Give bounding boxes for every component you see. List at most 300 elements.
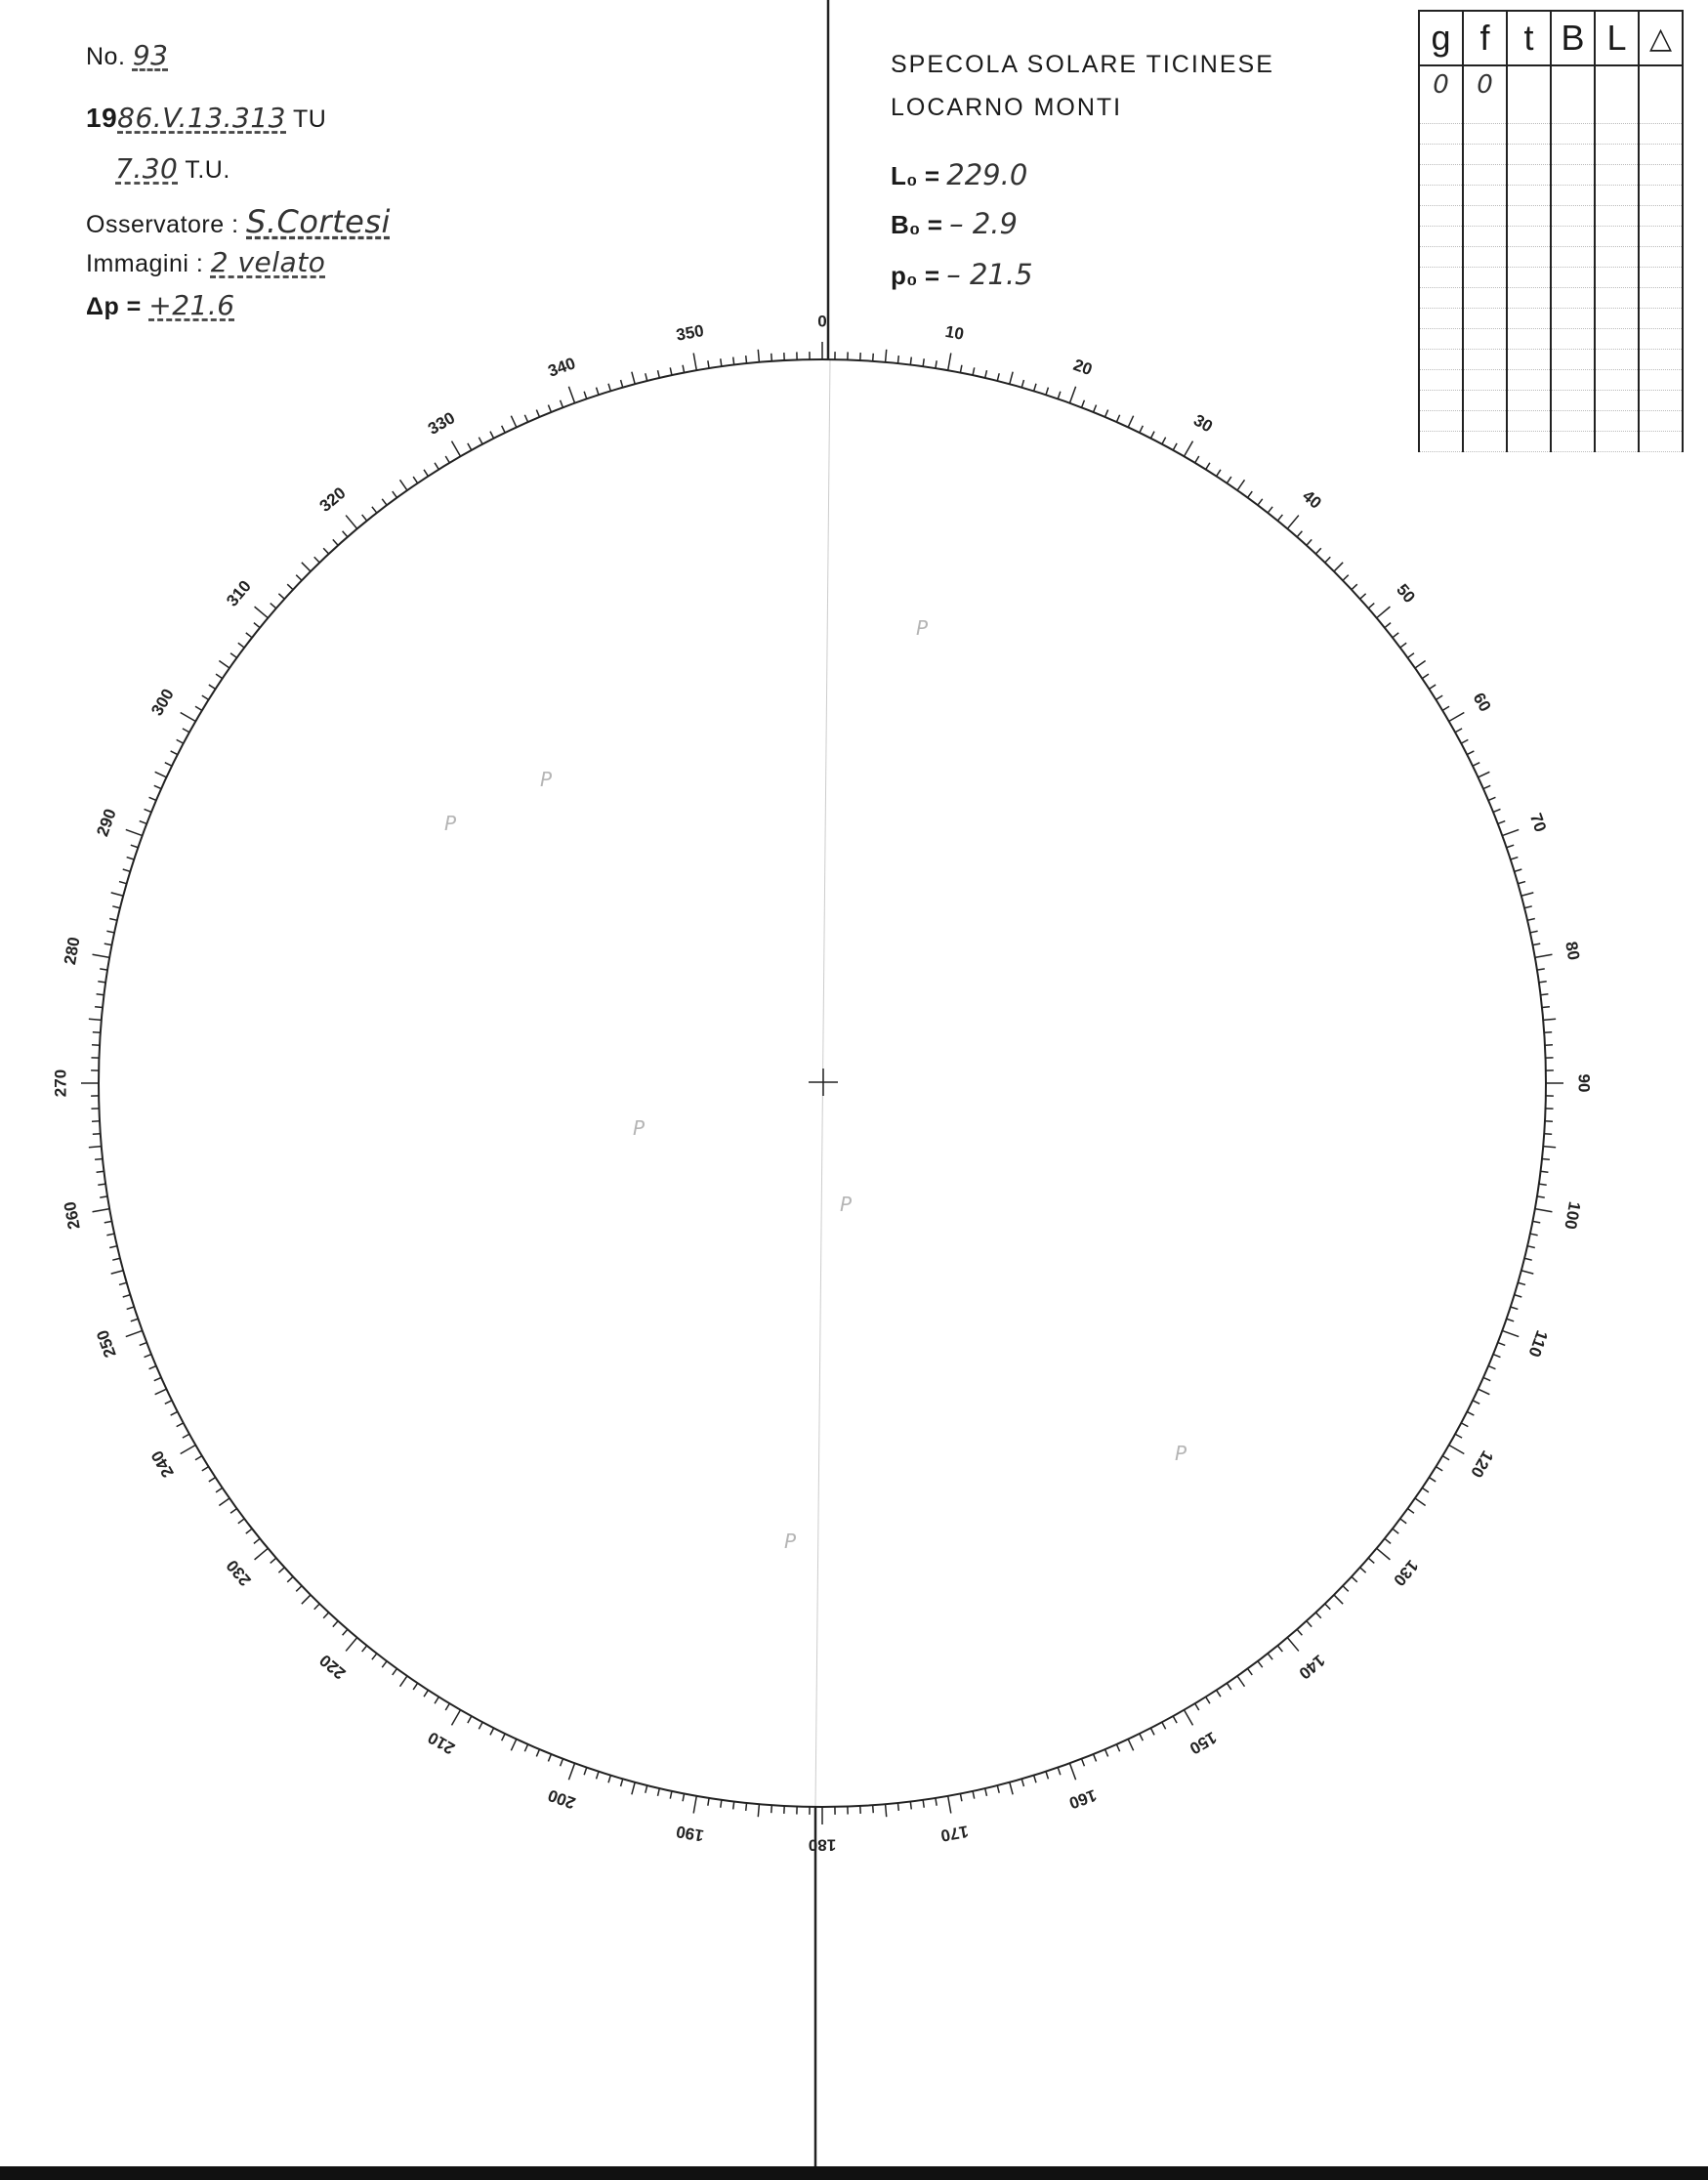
degree-label: 90: [1574, 1073, 1594, 1093]
degree-tick: [468, 1716, 472, 1723]
degree-tick: [1343, 1586, 1349, 1592]
degree-tick: [140, 821, 146, 824]
degree-tick: [382, 499, 387, 505]
degree-tick: [89, 1147, 102, 1148]
degree-tick: [658, 370, 660, 378]
table-header-f: f: [1463, 11, 1507, 65]
degree-tick: [181, 713, 196, 722]
degree-tick: [1058, 1768, 1061, 1776]
degree-tick: [1297, 531, 1302, 537]
degree-tick: [93, 1032, 101, 1033]
degree-tick: [1105, 410, 1108, 417]
degree-tick: [1195, 456, 1199, 463]
degree-tick: [1307, 1621, 1312, 1627]
degree-tick: [621, 1779, 623, 1786]
degree-tick: [106, 931, 114, 933]
degree-tick: [1325, 557, 1331, 563]
degree-tick: [104, 943, 112, 945]
degree-tick: [219, 661, 229, 668]
degree-label: 20: [1070, 355, 1095, 380]
degree-tick: [111, 1271, 124, 1274]
degree-tick: [1507, 1319, 1515, 1321]
degree-tick: [343, 531, 348, 537]
degree-label: 0: [817, 312, 827, 331]
degree-tick: [608, 1776, 610, 1783]
degree-tick: [1385, 623, 1391, 628]
degree-tick: [490, 1728, 494, 1735]
degree-tick: [597, 388, 599, 396]
degree-tick: [362, 1646, 367, 1652]
degree-tick: [400, 480, 407, 490]
degree-tick: [165, 1401, 172, 1404]
degree-tick: [171, 1411, 178, 1415]
degree-tick: [1277, 515, 1282, 521]
degree-tick: [511, 1740, 516, 1751]
degree-label: 200: [545, 1785, 578, 1813]
degree-tick: [1518, 882, 1525, 884]
degree-tick: [536, 410, 539, 417]
degree-tick: [333, 1621, 338, 1627]
degree-tick: [400, 1676, 407, 1687]
degree-tick: [1173, 1716, 1177, 1723]
degree-label: 180: [808, 1835, 837, 1855]
degree-tick: [1530, 931, 1538, 933]
degree-tick: [93, 954, 110, 957]
degree-label: 330: [424, 408, 459, 439]
degree-tick: [658, 1788, 660, 1796]
degree-tick: [112, 1258, 120, 1260]
degree-tick: [1173, 443, 1177, 450]
degree-label: 190: [674, 1822, 706, 1845]
degree-tick: [1082, 1759, 1085, 1766]
degree-label: 250: [93, 1327, 120, 1361]
degree-tick: [608, 384, 610, 392]
degree-tick: [1436, 1467, 1442, 1471]
degree-tick: [1543, 1147, 1556, 1148]
degree-tick: [490, 432, 494, 439]
degree-tick: [973, 367, 975, 375]
degree-tick: [278, 594, 284, 599]
degree-tick: [1206, 1697, 1210, 1703]
table-header-B: B: [1551, 11, 1595, 65]
degree-tick: [424, 1690, 428, 1697]
degree-tick: [100, 1196, 107, 1197]
degree-tick: [693, 354, 696, 371]
degree-tick: [1128, 1740, 1133, 1751]
degree-tick: [502, 1734, 506, 1740]
degree-tick: [758, 350, 759, 362]
degree-tick: [131, 845, 139, 848]
degree-tick: [1248, 491, 1253, 497]
degree-tick: [632, 1782, 635, 1795]
degree-tick: [1507, 845, 1515, 848]
degree-tick: [127, 1307, 135, 1309]
degree-tick: [479, 1722, 482, 1729]
degree-tick: [1046, 1772, 1048, 1780]
degree-tick: [1483, 1377, 1490, 1380]
param-B0-value: – 2.9: [949, 207, 1018, 240]
degree-tick: [1105, 1749, 1108, 1756]
degree-tick: [511, 416, 516, 428]
degree-tick: [1352, 584, 1357, 589]
p-mark: P: [540, 768, 553, 791]
degree-tick: [1116, 1744, 1119, 1751]
degree-tick: [1544, 1134, 1552, 1135]
degree-tick: [1544, 1032, 1552, 1033]
degree-label: 230: [223, 1556, 255, 1590]
degree-tick: [536, 1749, 539, 1756]
degree-tick: [721, 1800, 722, 1808]
degree-tick: [183, 729, 189, 733]
degree-label: 340: [545, 354, 578, 381]
degree-tick: [693, 1796, 696, 1814]
p-mark: P: [840, 1193, 853, 1216]
degree-tick: [1206, 463, 1210, 470]
degree-tick: [1502, 1330, 1519, 1336]
degree-tick: [1307, 539, 1312, 545]
degree-tick: [1277, 1646, 1282, 1652]
degree-label: 270: [51, 1069, 70, 1098]
degree-tick: [109, 1246, 117, 1248]
table-header-g: g: [1419, 11, 1463, 65]
degree-tick: [948, 1796, 951, 1814]
institution-location: LOCARNO MONTI: [891, 94, 1123, 121]
degree-tick: [1258, 1661, 1263, 1667]
degree-tick: [254, 623, 260, 628]
degree-tick: [997, 373, 999, 381]
degree-tick: [93, 1134, 101, 1135]
degree-tick: [445, 456, 449, 463]
degree-label: 70: [1525, 811, 1551, 835]
degree-tick: [1297, 1629, 1302, 1635]
degree-tick: [127, 858, 135, 859]
degree-tick: [1515, 1295, 1522, 1297]
degree-tick: [1532, 1221, 1540, 1223]
degree-tick: [109, 919, 117, 921]
degree-label: 60: [1469, 690, 1495, 715]
degree-tick: [119, 882, 127, 884]
degree-tick: [95, 1158, 103, 1159]
degree-tick: [597, 1772, 599, 1780]
degree-tick: [1334, 1595, 1343, 1604]
degree-tick: [1034, 1776, 1036, 1783]
degree-tick: [202, 1467, 209, 1471]
degree-tick: [758, 1804, 759, 1817]
degree-tick: [960, 1793, 962, 1801]
degree-tick: [171, 751, 178, 755]
degree-tick: [873, 354, 874, 361]
degree-tick: [897, 1803, 898, 1811]
degree-label: 130: [1390, 1556, 1422, 1590]
observer-label: Osservatore :: [86, 211, 239, 238]
degree-tick: [1237, 1676, 1244, 1687]
date-value: 86.V.13.313: [117, 102, 286, 134]
table-header-L: L: [1595, 11, 1639, 65]
table-cell-g: 0: [1419, 65, 1463, 104]
param-B0-label: B₀ =: [891, 210, 942, 239]
degree-tick: [1543, 1019, 1556, 1020]
degree-tick: [1479, 1389, 1490, 1394]
degree-tick: [1436, 695, 1442, 699]
images-value: 2 velato: [210, 246, 326, 278]
degree-tick: [948, 354, 951, 371]
degree-tick: [771, 1805, 772, 1813]
degree-tick: [1540, 994, 1548, 995]
degree-tick: [271, 604, 276, 608]
degree-tick: [1315, 548, 1320, 554]
degree-tick: [708, 1798, 709, 1806]
observer-value: S.Cortesi: [246, 203, 391, 240]
degree-tick: [1400, 643, 1406, 648]
table-header-t: t: [1507, 11, 1551, 65]
sheet-number-label: No.: [86, 43, 126, 70]
degree-tick: [254, 1538, 260, 1543]
degree-label: 210: [424, 1728, 459, 1758]
degree-label: 350: [674, 321, 706, 345]
degree-tick: [1268, 507, 1272, 513]
degree-tick: [246, 633, 252, 638]
degree-tick: [886, 350, 887, 362]
degree-tick: [923, 358, 924, 366]
degree-tick: [1415, 661, 1426, 668]
degree-label: 310: [223, 576, 255, 610]
degree-tick: [584, 1768, 587, 1776]
degree-tick: [985, 1788, 987, 1796]
degree-tick: [1461, 739, 1468, 743]
degree-tick: [1521, 1271, 1534, 1274]
degree-tick: [202, 695, 209, 699]
param-L0-value: 229.0: [946, 158, 1028, 191]
degree-tick: [936, 1798, 937, 1806]
degree-label: 40: [1299, 486, 1325, 513]
degree-tick: [302, 563, 311, 571]
degree-tick: [1010, 372, 1013, 385]
degree-tick: [372, 1654, 377, 1659]
degree-tick: [131, 1319, 139, 1321]
degree-tick: [149, 797, 156, 800]
degree-tick: [670, 1791, 672, 1799]
degree-tick: [721, 358, 722, 366]
degree-tick: [89, 1019, 102, 1020]
degree-tick: [296, 575, 302, 581]
degree-tick: [219, 1498, 229, 1505]
degree-tick: [195, 706, 202, 710]
degree-tick: [632, 372, 635, 385]
degree-tick: [733, 1801, 734, 1809]
degree-tick: [271, 1558, 276, 1563]
degree-tick: [1315, 1613, 1320, 1618]
degree-tick: [181, 1446, 196, 1454]
degree-tick: [230, 1509, 236, 1514]
degree-tick: [1415, 1498, 1426, 1505]
p-mark: P: [444, 812, 457, 835]
degree-tick: [393, 1668, 397, 1674]
degree-tick: [343, 1629, 348, 1635]
degree-tick: [1542, 1007, 1550, 1008]
degree-tick: [209, 1478, 216, 1482]
degree-tick: [1540, 1171, 1548, 1172]
degree-tick: [1069, 387, 1075, 403]
degree-label: 50: [1393, 580, 1419, 607]
degree-tick: [1094, 1754, 1097, 1761]
degree-tick: [209, 685, 216, 689]
degree-tick: [195, 1456, 202, 1460]
degree-tick: [1258, 499, 1263, 505]
degree-tick: [112, 906, 120, 908]
degree-label: 220: [315, 1651, 350, 1683]
degree-label: 150: [1186, 1728, 1221, 1758]
degree-tick: [1449, 1446, 1465, 1454]
degree-tick: [372, 507, 377, 513]
degree-label: 280: [61, 935, 84, 967]
degree-tick: [548, 1754, 551, 1761]
degree-tick: [683, 1793, 685, 1801]
degree-tick: [296, 1586, 302, 1592]
degree-tick: [145, 1355, 151, 1358]
degree-tick: [1422, 674, 1429, 678]
degree-tick: [413, 477, 417, 483]
degree-tick: [1407, 653, 1413, 658]
degree-tick: [1150, 432, 1154, 439]
degree-tick: [910, 357, 911, 365]
degree-tick: [1034, 384, 1036, 392]
degree-tick: [1524, 906, 1532, 908]
degree-tick: [393, 491, 397, 497]
degree-tick: [670, 367, 672, 375]
degree-tick: [960, 365, 962, 373]
degree-tick: [424, 470, 428, 477]
degree-label: 110: [1524, 1327, 1552, 1360]
degree-label: 240: [147, 1446, 178, 1482]
degree-tick: [1400, 1519, 1406, 1524]
degree-tick: [1360, 594, 1366, 599]
degree-label: 290: [93, 806, 120, 839]
degree-tick: [104, 1221, 112, 1223]
degree-label: 300: [147, 685, 178, 720]
degree-tick: [452, 1710, 461, 1726]
degree-tick: [1343, 575, 1349, 581]
degree-tick: [155, 772, 167, 776]
param-p0-label: p₀ =: [891, 261, 940, 290]
degree-tick: [1150, 1728, 1154, 1735]
degree-tick: [1473, 763, 1479, 767]
degree-tick: [997, 1785, 999, 1793]
degree-tick: [1217, 470, 1221, 477]
degree-tick: [97, 1171, 104, 1172]
date-suffix: TU: [293, 105, 327, 133]
degree-tick: [123, 869, 131, 871]
degree-tick: [1535, 1209, 1553, 1212]
degree-tick: [1498, 821, 1505, 824]
degree-tick: [1527, 919, 1535, 921]
degree-tick: [886, 1804, 887, 1817]
degree-tick: [524, 415, 527, 422]
degree-tick: [255, 1548, 269, 1560]
degree-tick: [145, 809, 151, 812]
degree-tick: [746, 1803, 747, 1811]
degree-tick: [621, 380, 623, 388]
degree-tick: [154, 785, 161, 788]
date-year-prefix: 19: [86, 103, 118, 133]
degree-tick: [435, 1697, 438, 1703]
degree-tick: [346, 1638, 357, 1652]
degree-tick: [165, 763, 172, 767]
degree-tick: [1407, 1509, 1413, 1514]
degree-tick: [1429, 685, 1436, 689]
degree-tick: [1352, 1576, 1357, 1581]
degree-tick: [1377, 1548, 1391, 1560]
degree-tick: [177, 739, 184, 743]
table-header-delta: △: [1639, 11, 1683, 65]
degree-tick: [287, 1576, 293, 1581]
degree-tick: [1237, 480, 1244, 490]
degree-tick: [119, 1282, 127, 1284]
degree-tick: [216, 1488, 223, 1491]
degree-tick: [936, 360, 937, 368]
degree-tick: [1140, 426, 1144, 433]
degree-tick: [1515, 869, 1522, 871]
degree-tick: [985, 370, 987, 378]
degree-tick: [561, 1759, 563, 1766]
degree-tick: [897, 356, 898, 363]
degree-tick: [1325, 1604, 1331, 1610]
delta-p-value: +21.6: [148, 289, 235, 321]
institution-name: SPECOLA SOLARE TICINESE: [891, 51, 1274, 78]
degree-tick: [1535, 954, 1553, 957]
degree-tick: [1442, 706, 1449, 710]
degree-tick: [1227, 477, 1230, 483]
degree-tick: [123, 1295, 131, 1297]
degree-tick: [1393, 633, 1398, 638]
degree-tick: [413, 1683, 417, 1690]
degree-tick: [97, 994, 104, 995]
param-p0-value: – 21.5: [946, 258, 1033, 291]
degree-tick: [1527, 1246, 1535, 1248]
degree-tick: [1010, 1782, 1013, 1795]
degree-tick: [1537, 969, 1545, 970]
degree-tick: [98, 1184, 105, 1185]
degree-tick: [323, 548, 328, 554]
degree-tick: [1455, 729, 1462, 733]
degree-tick: [561, 400, 563, 407]
degree-tick: [568, 387, 574, 403]
degree-tick: [1502, 829, 1519, 835]
degree-tick: [1140, 1734, 1144, 1740]
degree-tick: [302, 1595, 311, 1604]
degree-tick: [1467, 751, 1474, 755]
degree-tick: [1511, 1307, 1519, 1309]
degree-tick: [100, 969, 107, 970]
degree-label: 120: [1467, 1446, 1497, 1482]
degree-tick: [435, 463, 438, 470]
degree-label: 140: [1295, 1651, 1329, 1683]
degree-tick: [1455, 1434, 1462, 1438]
degree-label: 160: [1066, 1785, 1100, 1813]
sheet-number-value: 93: [132, 39, 169, 71]
degree-tick: [910, 1801, 911, 1809]
degree-tick: [646, 1785, 647, 1793]
images-label: Immagini :: [86, 250, 204, 277]
degree-tick: [1542, 1158, 1550, 1159]
degree-tick: [1217, 1690, 1221, 1697]
degree-tick: [1185, 441, 1193, 457]
degree-tick: [183, 1434, 189, 1438]
degree-tick: [1385, 1538, 1391, 1543]
degree-label: 30: [1190, 410, 1216, 437]
degree-tick: [1116, 415, 1119, 422]
degree-tick: [95, 1007, 103, 1008]
degree-label: 170: [938, 1822, 971, 1845]
